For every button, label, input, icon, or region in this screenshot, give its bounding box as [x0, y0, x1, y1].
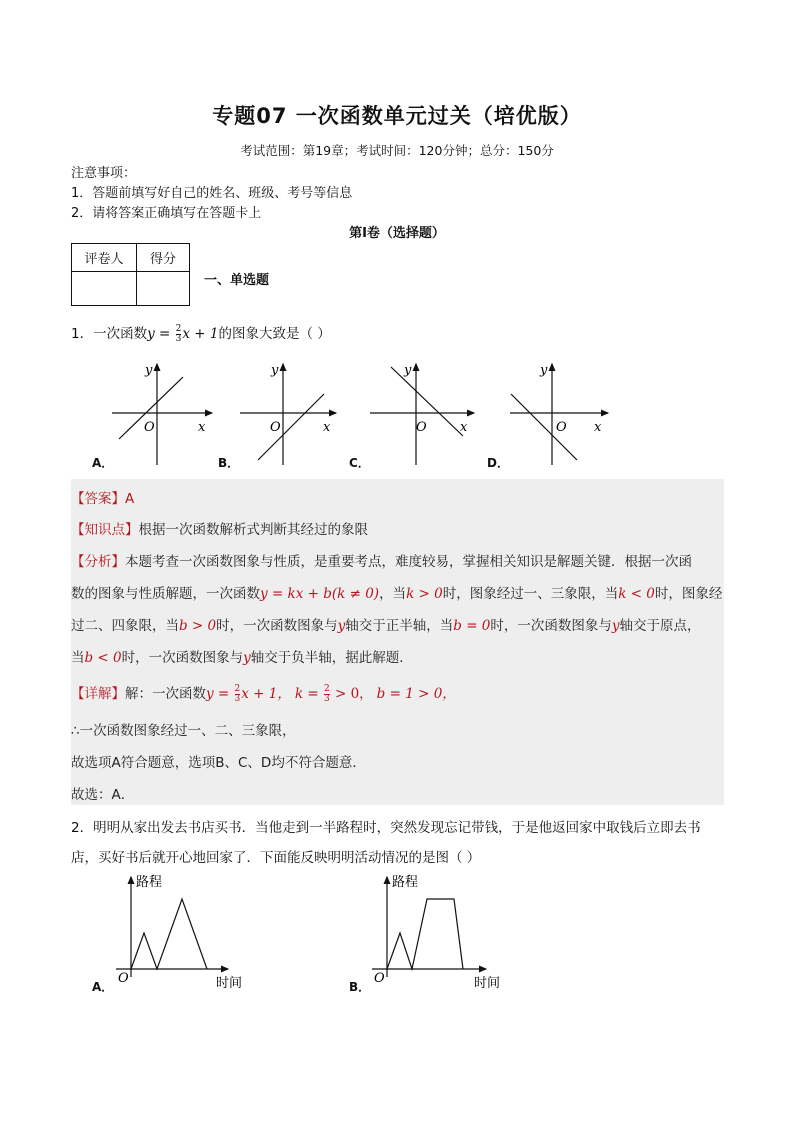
analysis-y-1: y — [337, 618, 346, 634]
q2-graph-a-x-label: 时间 — [216, 976, 243, 991]
answer-tag: 【答案】 — [71, 491, 125, 507]
question-2-option-a[interactable]: A． — [92, 980, 114, 994]
question-1-frac-den: 3 — [175, 333, 182, 344]
graph-c-y-label: y — [404, 363, 412, 378]
analysis-tag: 【分析】 — [71, 554, 125, 570]
analysis-text-1: 本题考查一次函数图象与性质，是重要考点，难度较易，掌握相关知识是解题关键．根据一次函 — [125, 554, 692, 570]
detail-line-4: 故选：A． — [71, 787, 135, 803]
analysis-cond-b-neg: b < 0 — [84, 650, 122, 666]
graph-d-origin: O — [556, 420, 567, 435]
question-1-graphs — [0, 350, 794, 475]
analysis-text-4a: 当 — [71, 650, 85, 666]
graph-c — [370, 363, 474, 465]
q2-graph-a — [116, 875, 242, 991]
detail-k: k = — [294, 686, 323, 702]
graph-b-x-label: x — [323, 420, 331, 435]
graph-a-origin: O — [144, 420, 155, 435]
graph-a-y-label: y — [145, 363, 153, 378]
notice-item-2: 2．请将答案正确填写在答题卡上 — [71, 206, 262, 221]
question-2-line-2: 店，买好书后就开心地回家了．下面能反映明明活动情况的是图（ ） — [71, 850, 481, 866]
analysis-text-4b: 时，一次函数图象与 — [121, 650, 244, 666]
detail-line-3: 故选项A符合题意，选项B、C、D均不符合题意． — [71, 755, 366, 771]
detail-frac1-den: 3 — [234, 693, 241, 704]
question-1-option-d[interactable]: D． — [487, 456, 509, 470]
analysis-text-3d: 时，一次函数图象与 — [490, 618, 612, 634]
graph-d-x-label: x — [594, 420, 602, 435]
answer-value: A — [125, 491, 135, 507]
q2-graph-b-x-label: 时间 — [474, 976, 501, 991]
question-2-graphs — [0, 865, 794, 1000]
analysis-cond-b-pos: b > 0 — [179, 618, 217, 634]
detail-tag: 【详解】 — [71, 686, 125, 702]
detail-b: b = 1 > 0， — [376, 686, 456, 702]
score-table-cell-grader[interactable] — [72, 272, 137, 306]
question-1-option-a[interactable]: A． — [92, 456, 114, 470]
analysis-cond-k-pos: k > 0 — [406, 586, 443, 602]
detail-fraction-1 — [235, 685, 241, 704]
analysis-line-1 — [71, 550, 726, 570]
notice-item-1: 1．答题前填写好自己的姓名、班级、考号等信息 — [71, 186, 353, 201]
detail-k-rest: > 0， — [330, 686, 373, 702]
question-2-option-b[interactable]: B． — [349, 980, 371, 994]
question-1-suffix: 的图象大致是（ ） — [218, 326, 331, 342]
exam-info: 考试范围：第19章；考试时间：120分钟；总分：150分 — [240, 143, 554, 158]
analysis-line-3 — [71, 614, 701, 634]
detail-eq-rhs: x + 1， — [241, 686, 291, 702]
knowledge-point-text: 根据一次函数解析式判断其经过的象限 — [138, 522, 368, 538]
score-table-cell-score[interactable] — [137, 272, 190, 306]
graph-a-x-label: x — [198, 420, 206, 435]
analysis-text-2c: 时，图象经过一、三象限，当 — [442, 586, 619, 602]
page-title: 专题07 一次函数单元过关（培优版） — [212, 104, 582, 128]
part-title: 一、单选题 — [204, 273, 270, 288]
detail-eq-lhs: y = — [206, 686, 234, 702]
q2-graph-b — [372, 875, 500, 991]
graph-d-y-label: y — [540, 363, 548, 378]
question-1-prefix: 1．一次函数 — [71, 326, 148, 342]
question-1-eq-rhs: x + 1 — [182, 326, 219, 342]
analysis-cond-k-neg: k < 0 — [618, 586, 655, 602]
analysis-text-3c: 轴交于正半轴，当 — [345, 618, 454, 634]
analysis-text-3b: 时，一次函数图象与 — [216, 618, 338, 634]
analysis-cond-b-zero: b = 0 — [453, 618, 491, 634]
question-1-frac-num: 2 — [175, 323, 182, 334]
analysis-y-2: y — [611, 618, 620, 634]
analysis-y-3: y — [243, 650, 251, 666]
detail-line-1 — [71, 682, 456, 704]
analysis-line-4 — [71, 646, 413, 666]
knowledge-point-line — [71, 518, 368, 538]
score-table — [71, 243, 190, 306]
analysis-eq-general: y = kx + b(k ≠ 0) — [260, 586, 380, 602]
analysis-text-4c: 轴交于负半轴，据此解题． — [250, 650, 413, 666]
detail-frac1-num: 2 — [234, 683, 241, 694]
q2-graph-a-origin: O — [118, 971, 129, 986]
graph-c-x-label: x — [460, 420, 468, 435]
graph-b — [240, 363, 336, 465]
detail-frac2-den: 3 — [323, 693, 330, 704]
graph-d — [510, 363, 608, 465]
question-1-fraction — [176, 325, 182, 344]
analysis-text-3a: 过二、四象限，当 — [71, 618, 179, 634]
graph-c-origin: O — [416, 420, 427, 435]
answer-line — [71, 487, 134, 507]
detail-line-2: ∴一次函数图象经过一、二、三象限， — [71, 723, 296, 739]
question-1-eq-lhs: y = — [147, 326, 175, 342]
score-table-header-score: 得分 — [137, 244, 190, 272]
q2-graph-b-origin: O — [374, 971, 385, 986]
detail-frac2-num: 2 — [323, 683, 330, 694]
analysis-line-2 — [71, 582, 722, 602]
score-table-header-grader: 评卷人 — [72, 244, 137, 272]
detail-fraction-2 — [324, 685, 330, 704]
detail-text-1: 解：一次函数 — [125, 686, 206, 702]
q2-graph-b-y-label: 路程 — [392, 875, 419, 890]
analysis-text-3e: 轴交于原点， — [619, 618, 701, 634]
graph-b-origin: O — [270, 420, 281, 435]
analysis-text-2d: 时，图象经 — [654, 586, 723, 602]
graph-a — [112, 363, 212, 465]
analysis-text-2a: 数的图象与性质解题，一次函数 — [71, 586, 260, 602]
question-1-option-c[interactable]: C． — [349, 456, 370, 470]
graph-b-y-label: y — [271, 363, 279, 378]
question-1-stem — [71, 322, 331, 344]
question-2-line-1: 2．明明从家出发去书店买书．当他走到一半路程时，突然发现忘记带钱，于是他返回家中取钱后立即去书 — [71, 820, 701, 836]
q2-graph-a-y-label: 路程 — [136, 875, 163, 890]
question-1-option-b[interactable]: B． — [218, 456, 240, 470]
section-title: 第I卷（选择题） — [349, 226, 445, 241]
notice-heading: 注意事项： — [71, 166, 137, 181]
knowledge-point-tag: 【知识点】 — [71, 522, 139, 538]
analysis-text-2b: ，当 — [379, 586, 407, 602]
